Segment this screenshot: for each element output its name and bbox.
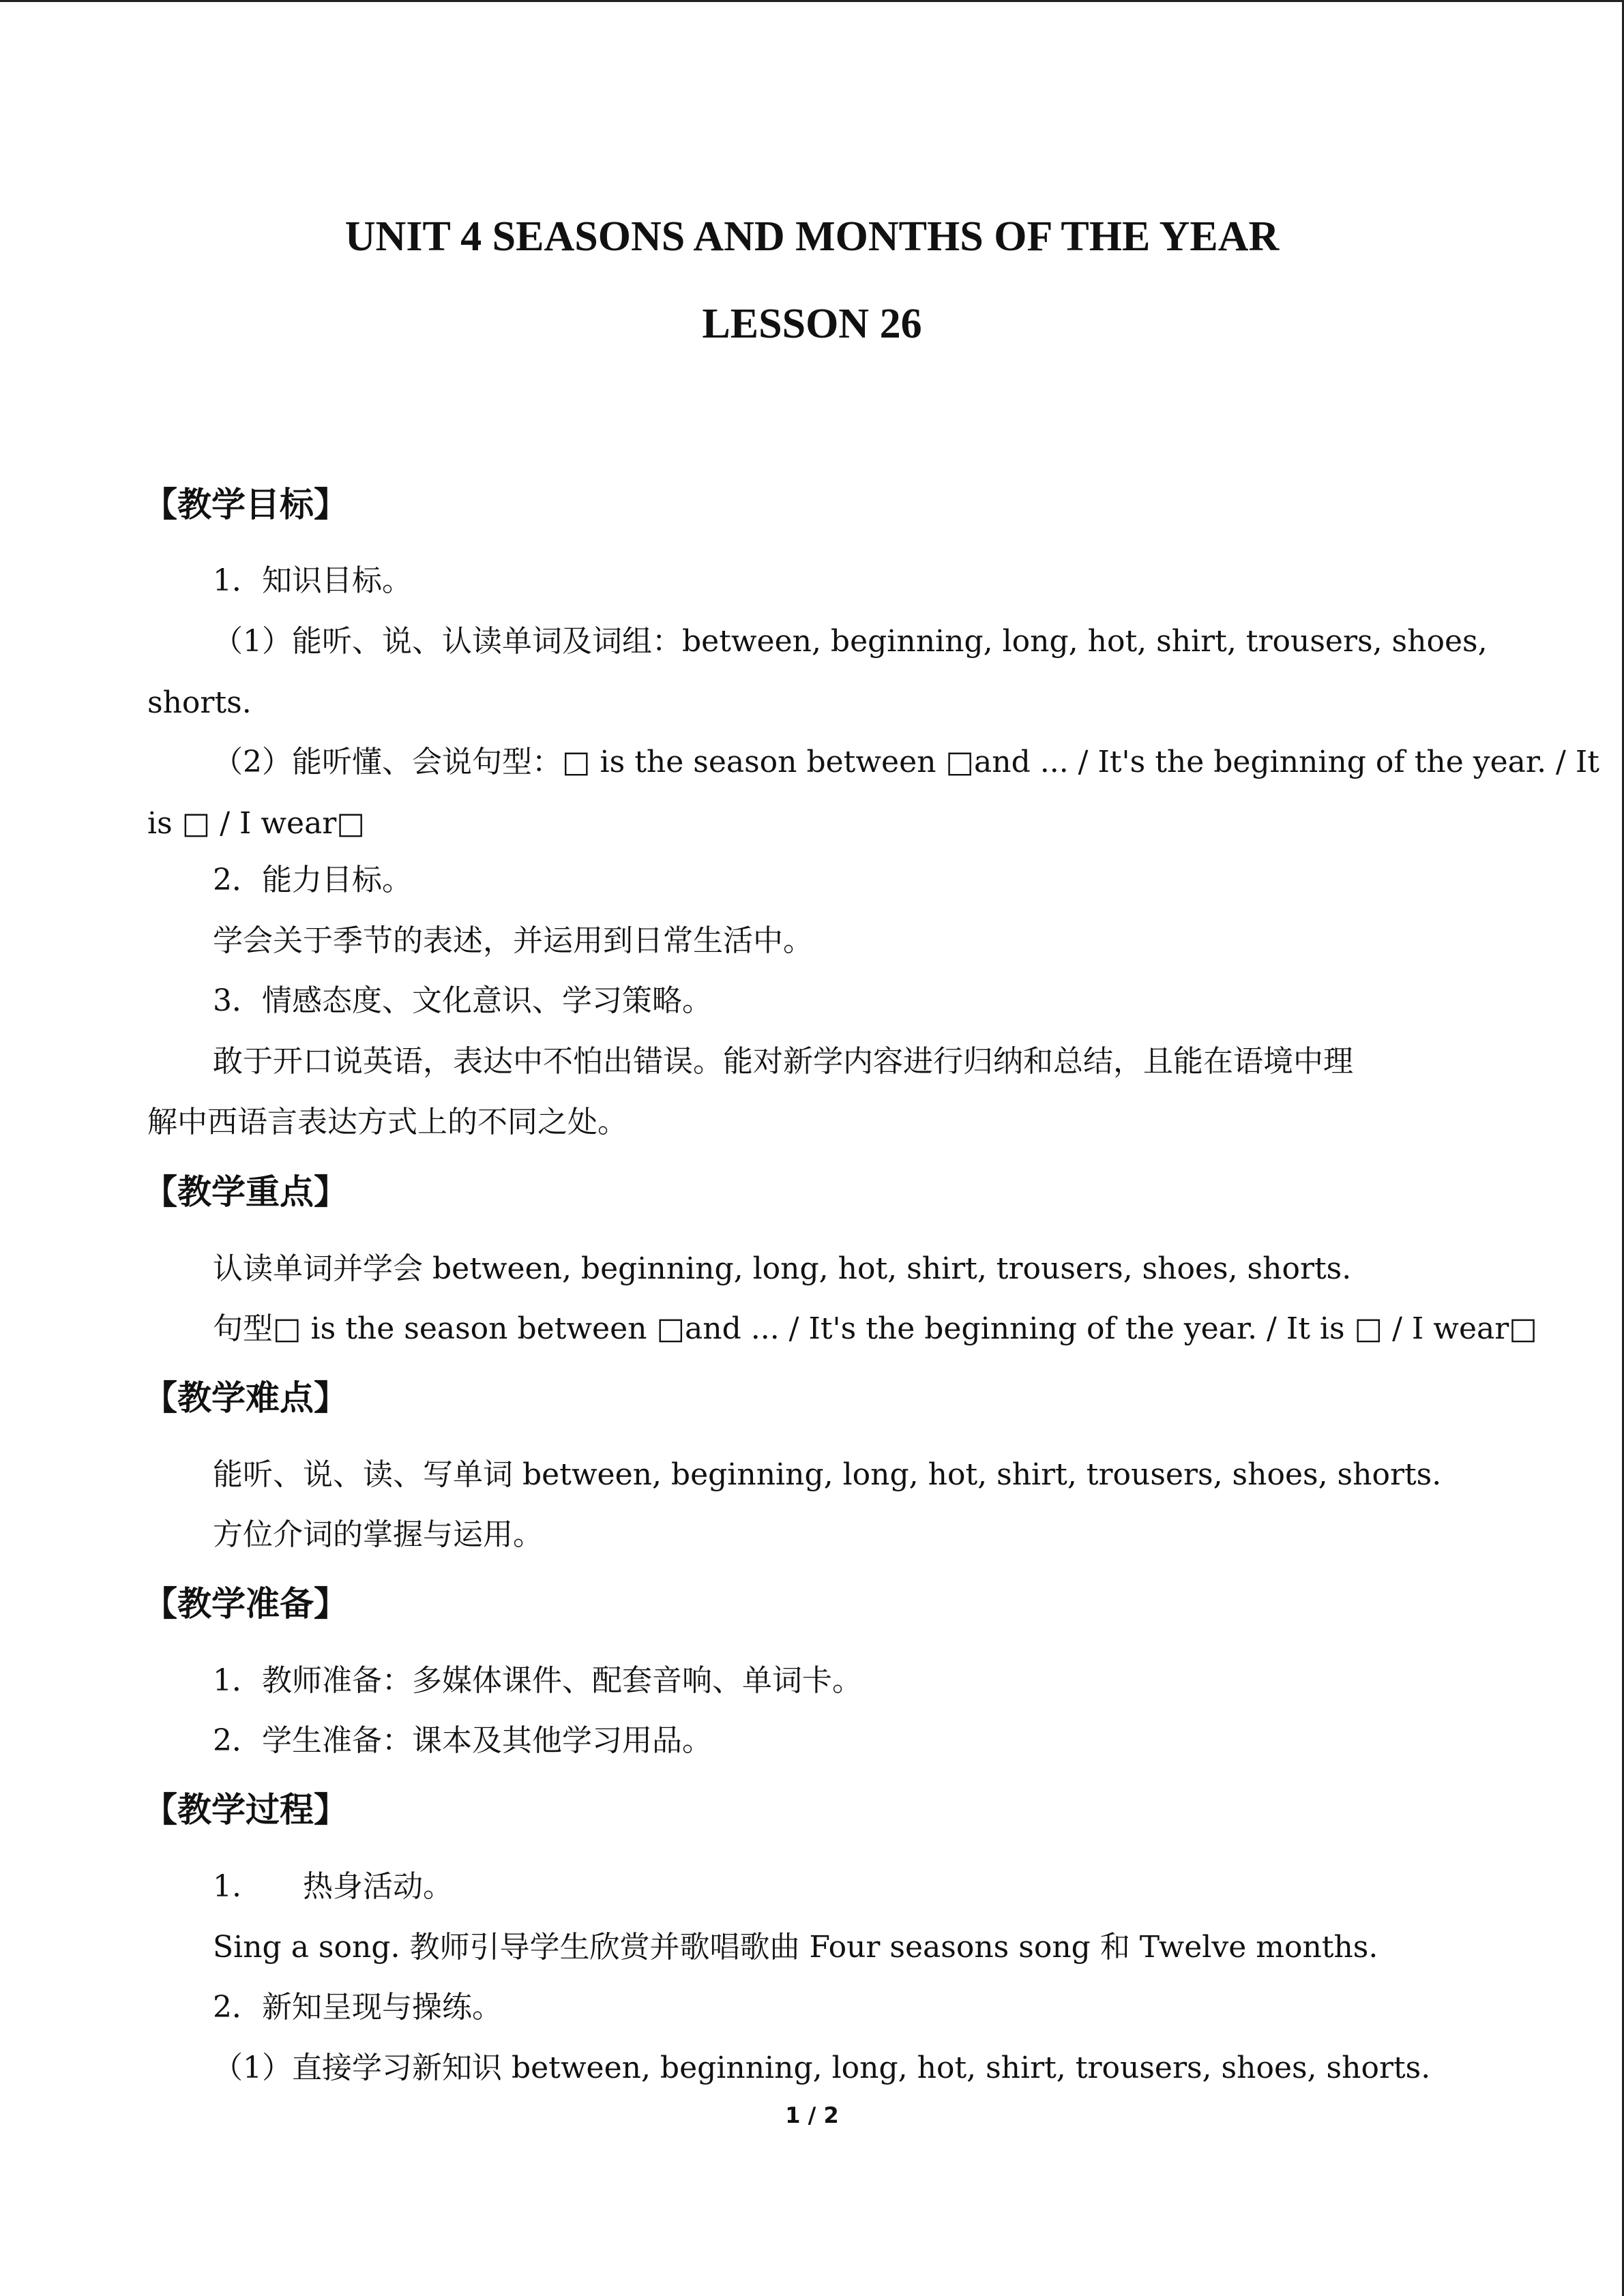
heading-preparation: 【教学准备】 <box>143 1584 348 1624</box>
objective-item-1-sub-1: （1）能听、说、认读单词及词组：between, beginning, long, hot, shirt, trousers, shoes, <box>213 624 1488 659</box>
difficulty-line-1: 能听、说、读、写单词 between, beginning, long, hot, shirt, trousers, shoes, shorts. <box>213 1457 1442 1492</box>
process-step-2-sub-1: （1）直接学习新知识 between, beginning, long, hot, shirt, trousers, shoes, shorts. <box>213 2051 1431 2085</box>
lesson-title: LESSON 26 <box>702 301 922 347</box>
process-step-2: 2．新知呈现与操练。 <box>213 1990 502 2025</box>
objective-item-3: 3．情感态度、文化意识、学习策略。 <box>213 983 712 1018</box>
key-point-line-1: 认读单词并学会 between, beginning, long, hot, shirt, trousers, shoes, shorts. <box>213 1251 1352 1286</box>
objective-item-2: 2．能力目标。 <box>213 863 412 897</box>
heading-difficulties: 【教学难点】 <box>143 1378 348 1418</box>
process-step-1 <box>213 1869 453 1905</box>
objective-item-3-text-cont: 解中西语言表达方式上的不同之处。 <box>147 1105 628 1139</box>
objective-item-1-sub-2-cont: is □ / I wear□ <box>147 806 365 841</box>
document-title: UNIT 4 SEASONS AND MONTHS OF THE YEAR <box>344 213 1280 260</box>
process-step-1-text: Sing a song. 教师引导学生欣赏并歌唱歌曲 Four seasons song 和 Twelve months. <box>213 1930 1378 1965</box>
objective-item-2-text: 学会关于季节的表述，并运用到日常生活中。 <box>213 923 813 958</box>
preparation-line-2: 2．学生准备：课本及其他学习用品。 <box>213 1723 712 1758</box>
page-number: 1 / 2 <box>785 2102 839 2128</box>
key-point-line-2: 句型□ is the season between □and ... / It's the beginning of the year. / It is □ / I wear□ <box>213 1311 1537 1346</box>
preparation-line-1: 1．教师准备：多媒体课件、配套音响、单词卡。 <box>213 1663 862 1698</box>
objective-item-3-text: 敢于开口说英语，表达中不怕出错误。能对新学内容进行归纳和总结，且能在语境中理 <box>213 1044 1353 1079</box>
heading-process: 【教学过程】 <box>143 1790 348 1830</box>
process-step-1-number: 1. <box>213 1869 241 1904</box>
process-step-1-title: 热身活动。 <box>302 1869 453 1904</box>
difficulty-line-2: 方位介词的掌握与运用。 <box>213 1517 543 1552</box>
heading-objectives: 【教学目标】 <box>143 485 348 524</box>
objective-item-1-sub-2: （2）能听懂、会说句型：□ is the season between □and ... / It's the beginning of the year. / It <box>213 745 1599 779</box>
heading-key-points: 【教学重点】 <box>143 1172 348 1212</box>
objective-item-1-sub-1-cont: shorts. <box>147 685 252 720</box>
page-border-top <box>0 0 1624 2</box>
objective-item-1: 1．知识目标。 <box>213 563 412 598</box>
